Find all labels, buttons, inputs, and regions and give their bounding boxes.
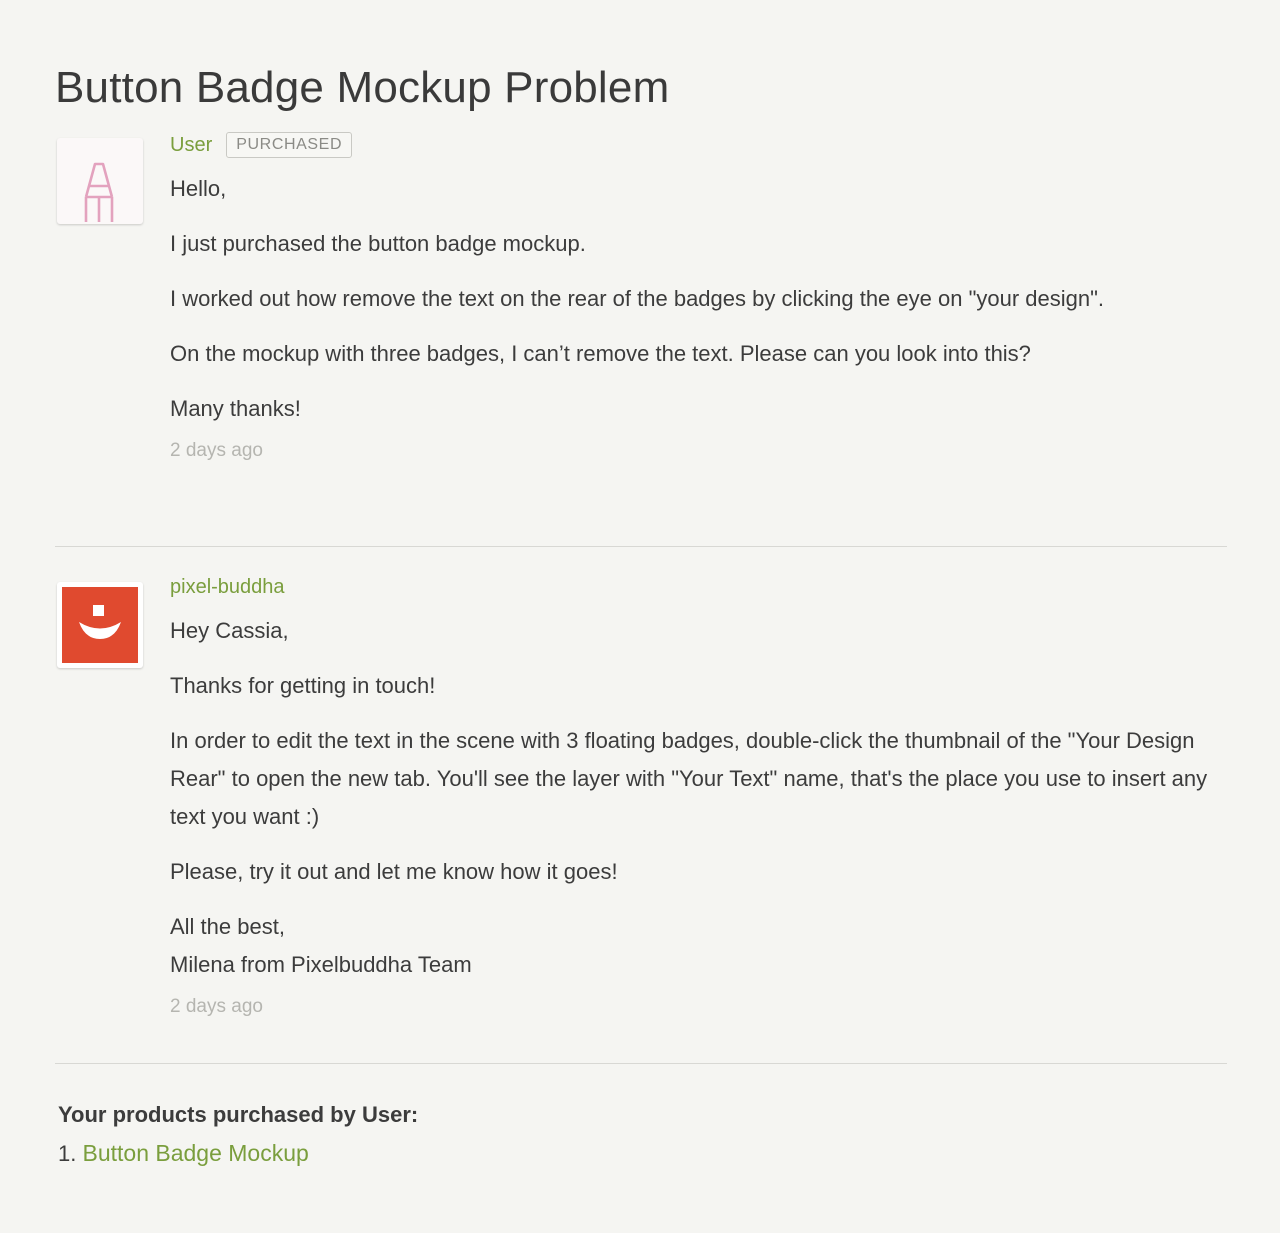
product-link[interactable]: Button Badge Mockup — [82, 1140, 309, 1166]
products-heading: Your products purchased by User: — [58, 1102, 419, 1127]
message-paragraph: Milena from Pixelbuddha Team — [170, 952, 472, 977]
product-list-item — [58, 1134, 418, 1173]
author-row — [170, 128, 1230, 162]
message-timestamp: 2 days ago — [170, 440, 263, 461]
message-paragraph: In order to edit the text in the scene with 3 floating badges, double-click the thumbnail of the "Your Design Rear" to open the new tab. You'll see the layer with "Your Text" name, that's the place you use to insert any text you want :) — [170, 728, 1208, 829]
message-paragraph: I worked out how remove the text on the rear of the badges by clicking the eye on "your design". — [170, 286, 1105, 311]
message-paragraph: Hello, — [170, 176, 227, 201]
message-divider — [55, 546, 1227, 547]
message-paragraph: Hey Cassia, — [170, 618, 289, 643]
message-paragraph: On the mockup with three badges, I can’t remove the text. Please can you look into this? — [170, 341, 1031, 366]
message-paragraph: Many thanks! — [170, 396, 301, 421]
message-divider — [55, 1063, 1227, 1064]
avatar[interactable] — [57, 582, 143, 668]
purchased-badge: PURCHASED — [226, 132, 352, 158]
author-row — [170, 570, 1230, 604]
author-name[interactable]: pixel-buddha — [170, 575, 285, 598]
purchased-products — [58, 1096, 418, 1173]
message-body — [170, 570, 1230, 1018]
author-name[interactable]: User — [170, 133, 213, 156]
pencil-icon — [57, 138, 143, 224]
pixel-buddha-logo-icon — [57, 582, 143, 668]
message-body — [170, 128, 1230, 462]
message-timestamp: 2 days ago — [170, 996, 263, 1017]
message-paragraph: Please, try it out and let me know how it goes! — [170, 859, 618, 884]
avatar[interactable] — [57, 138, 143, 224]
product-number: 1. — [58, 1141, 77, 1166]
message-paragraph: All the best, — [170, 914, 285, 939]
message-paragraph: I just purchased the button badge mockup. — [170, 231, 586, 256]
page-title: Button Badge Mockup Problem — [55, 63, 670, 112]
message-paragraph: Thanks for getting in touch! — [170, 673, 436, 698]
